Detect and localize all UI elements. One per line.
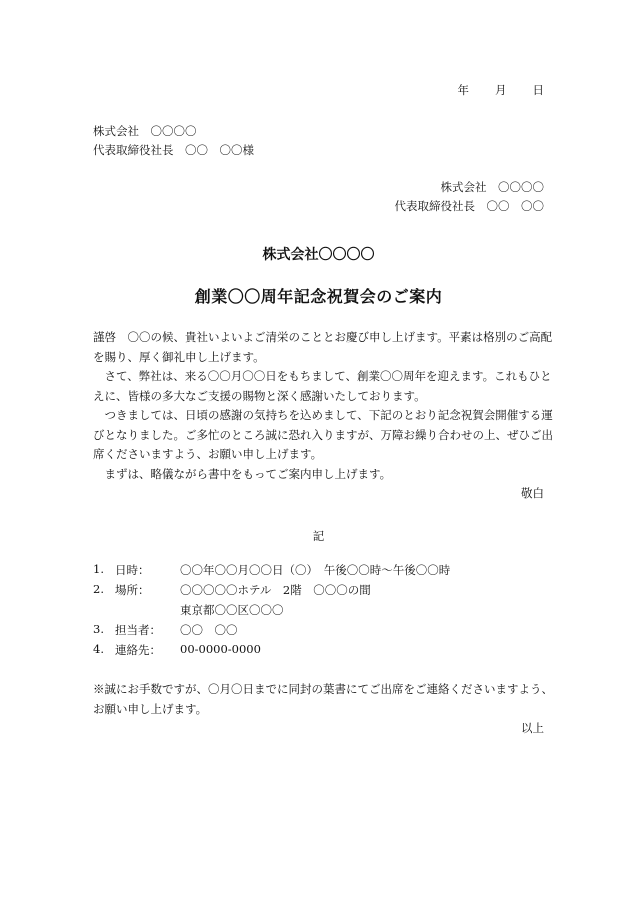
item-label: 担当者：: [115, 623, 161, 637]
item-label: 場所：: [115, 583, 150, 597]
document-title: 創業〇〇周年記念祝賀会のご案内: [194, 287, 443, 306]
recipient-person: 代表取締役社長 〇〇 〇〇様: [93, 143, 254, 157]
body-line: さて、弊社は、来る〇〇月〇〇日をもちまして、創業〇〇周年を迎えます。これもひと: [93, 369, 552, 383]
sender-person: 代表取締役社長 〇〇 〇〇: [394, 199, 544, 213]
body-line: を賜り、厚く御礼申し上げます。: [93, 349, 265, 364]
body-line: えに、皆様の多大なご支援の賜物と深く感謝いたしております。: [93, 388, 426, 403]
item-value: 〇〇 〇〇: [180, 623, 238, 637]
ki-heading: 記: [312, 529, 325, 543]
date-line: [458, 82, 545, 98]
item-value: 〇〇年〇〇月〇〇日（〇） 午後〇〇時〜午後〇〇時: [180, 563, 451, 577]
item-value: 東京都〇〇区〇〇〇: [180, 603, 284, 617]
item-value: 00-0000-0000: [180, 642, 261, 656]
item-number: 4.: [93, 642, 104, 656]
item-number: 2.: [93, 582, 104, 596]
note-text: [93, 680, 553, 719]
letter-body: [93, 328, 553, 484]
recipient-company: 株式会社 〇〇〇〇: [93, 124, 197, 138]
item-label: 日時：: [115, 563, 150, 577]
item-number: 3.: [93, 622, 104, 636]
body-line: 謹啓 〇〇の候、貴社いよいよご清栄のこととお慶び申し上げます。平素は格別のご高配: [93, 330, 553, 344]
item-value: 〇〇〇〇〇ホテル 2階 〇〇〇の間: [180, 583, 371, 597]
note-line: お願い申し上げます。: [93, 701, 208, 716]
body-line: 席くださいますよう、お願い申し上げます。: [93, 447, 323, 461]
closing-keihaku: 敬白: [521, 486, 544, 500]
end-mark: 以上: [521, 721, 544, 735]
date-month: 月: [495, 83, 507, 97]
item-number: 1.: [93, 562, 104, 576]
date-year: 年: [457, 83, 469, 97]
item-label: 連絡先：: [115, 643, 161, 657]
sender-company: 株式会社 〇〇〇〇: [440, 180, 544, 194]
body-line: つきましては、日頃の感謝の気持ちを込めまして、下記のとおり記念祝賀会開催する運: [93, 408, 553, 422]
body-line: まずは、略儀ながら書中をもってご案内申し上げます。: [93, 466, 392, 481]
body-line: びとなりました。ご多忙のところ誠に恐れ入りますが、万障お繰り合わせの上、ぜひご出: [93, 427, 553, 442]
note-line: ※誠にお手数ですが、〇月〇日までに同封の葉書にてご出席をご連絡くださいますよう、: [93, 682, 553, 696]
date-day: 日: [532, 83, 544, 97]
company-title: 株式会社〇〇〇〇: [262, 247, 375, 263]
